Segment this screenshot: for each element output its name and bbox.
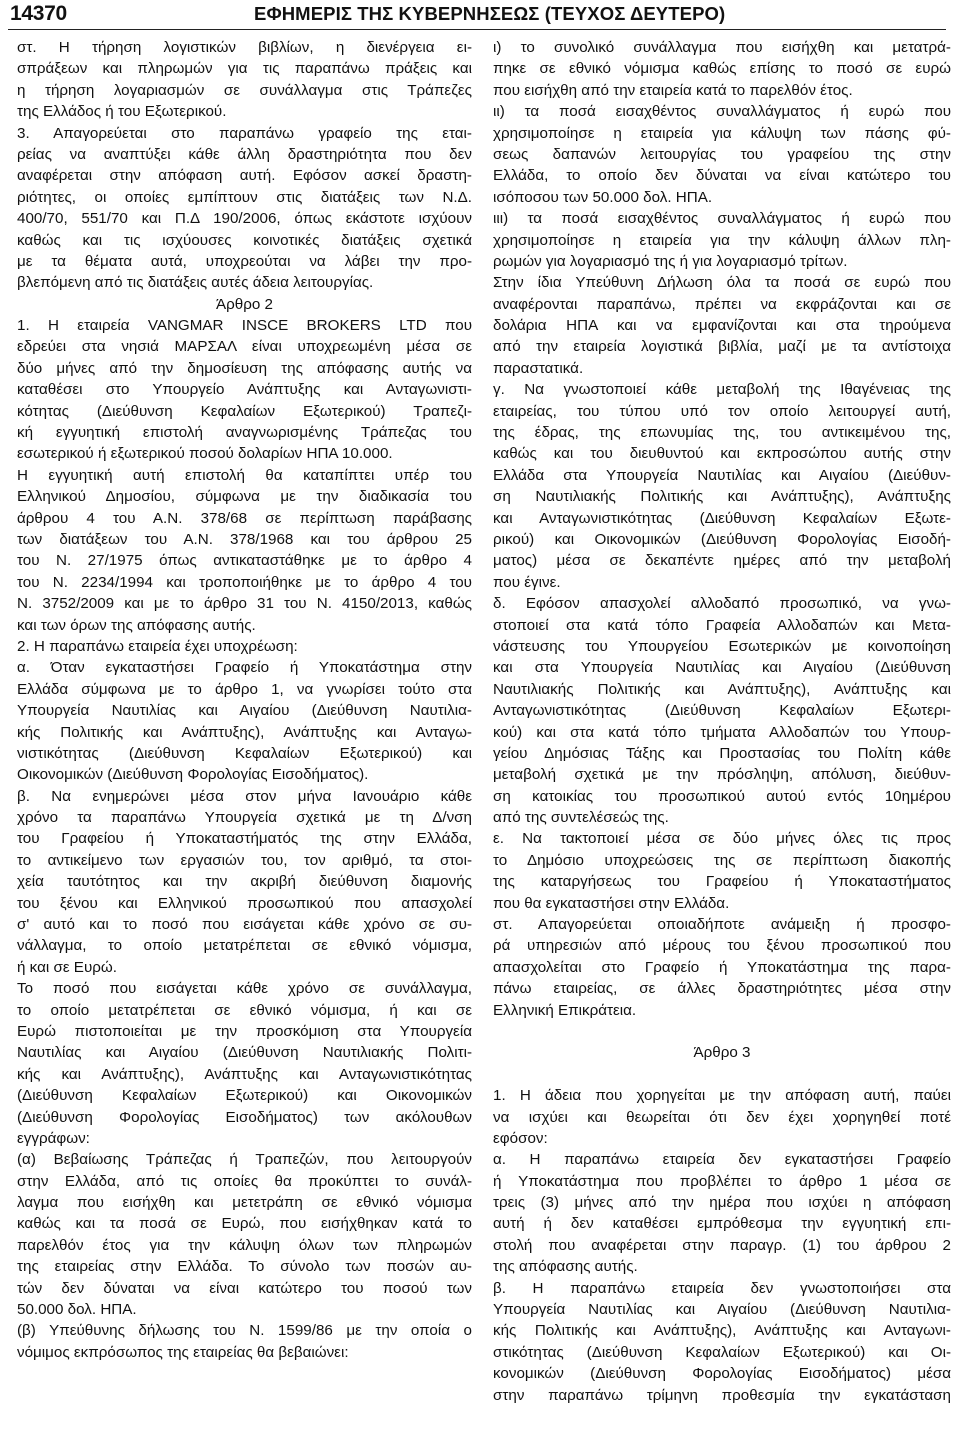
gazette-title: ΕΦΗΜΕΡΙΣ ΤΗΣ ΚΥΒΕΡΝΗΣΕΩΣ (ΤΕΥΧΟΣ ΔΕΥΤΕΡΟ) bbox=[254, 3, 726, 24]
header-rule bbox=[8, 29, 946, 30]
text-line: κής Πολιτικής και Ανάπτυξης), Ανάπτυξης και Ανταγω- bbox=[17, 723, 472, 741]
text-line: αναφέρεται στην απόφαση αυτή. Εφόσον ασκεί δραστη- bbox=[17, 167, 472, 185]
text-line: της έδρας, της επωνυμίας της, του αντικειμένου της, bbox=[493, 424, 951, 442]
text-line: (β) Υπεύθυνης δήλωσης του Ν. 1599/86 με την οποία ο bbox=[17, 1322, 472, 1340]
text-line: από της συντελέσεώς της. bbox=[493, 809, 669, 827]
text-line: δύο μήνες από την δημοσίευση της απόφασης αυτής να bbox=[17, 359, 472, 377]
text-line: μεταβολή σχετικά με την πρόσληψη, απόλυση, διεύθυν- bbox=[493, 766, 951, 784]
text-line: που έγινε. bbox=[493, 573, 561, 591]
text-line: εγγράφων: bbox=[17, 1129, 90, 1147]
text-line: στην Ελλάδα, από τις οποίες θα προκύπτει το συνάλ- bbox=[17, 1172, 472, 1190]
text-line: η τήρηση λογαριασμών σε συνάλλαγμα στις Τράπεζες bbox=[17, 81, 472, 99]
text-line: αναφέρονται παραπάνω, πρέπει να εκφράζονται και σε bbox=[493, 295, 951, 313]
text-line: δ. Εφόσον απασχολεί αλλοδαπό προσωπικό, να γνω- bbox=[493, 595, 951, 613]
text-line: στ. Η τήρηση λογιστικών βιβλίων, η διενέργεια ει- bbox=[17, 39, 472, 56]
text-line: που θα εγκαταστήσει στην Ελλάδα. bbox=[493, 894, 730, 912]
article-heading: Άρθρο 2 bbox=[216, 295, 273, 313]
text-line: του Γραφείου ή Υποκαταστήματός της στην Ελλάδα, bbox=[17, 830, 472, 848]
text-line: ρικού) και Οικονομικών (Διεύθυνση Φορολογίας Εισοδή- bbox=[493, 530, 951, 548]
text-line: και Ανταγωνιστικότητας (Διεύθυνση Κεφαλαίων Εξωτε- bbox=[493, 509, 951, 527]
text-line: κής Πολιτικής και Ανάπτυξης), Ανάπτυξης και Ανταγωνι- bbox=[493, 1322, 951, 1340]
text-line: από την εταιρεία λογιστικά βιβλία, μαζί με τα αντίστοιχα bbox=[493, 338, 951, 356]
text-line: Ναυτιλιακής Πολιτικής και Ανάπτυξης), Ανάπτυξης και bbox=[493, 680, 951, 698]
text-line: καθώς και τις ισχύουσες κοινοτικές διατάξεις σχετικά bbox=[17, 231, 472, 249]
text-line: νιστικότητας (Διεύθυνση Κεφαλαίων Εξωτερικού) και bbox=[17, 744, 472, 762]
text-line: και των όρων της απόφασης αυτής. bbox=[17, 616, 256, 634]
text-line: γ. Να γνωστοποιεί κάθε μεταβολή της Ιθαγένειας της bbox=[493, 381, 951, 399]
text-line: γείου Δημόσιας Τάξης και Προστασίας του Πολίτη κάθε bbox=[493, 744, 951, 762]
text-line: χρησιμοποίησε η εταιρεία για κάλυψη των πάσης φύ- bbox=[493, 124, 951, 142]
text-line: 1. Η εταιρεία VANGMAR INSCE BROKERS LTD που bbox=[17, 317, 472, 335]
text-line: 400/70, 551/70 και Π.Δ 190/2006, όπως εκάστοτε ισχύουν bbox=[17, 210, 472, 228]
text-line: (α) Βεβαίωσης Τράπεζας ή Τραπεζών, που λειτουργούν bbox=[17, 1151, 472, 1169]
text-line: 3. Απαγορεύεται στο παραπάνω γραφείο της εται- bbox=[17, 124, 472, 142]
text-line: του ξένου και Ελληνικού προσωπικού που απασχολεί bbox=[17, 894, 472, 912]
text-line: του Ν. 2234/1994 και τροποποιήθηκε με το άρθρο 4 του bbox=[17, 573, 472, 591]
text-line: τών δεν δύναται να είναι κατώτερο του ποσού των bbox=[17, 1279, 472, 1297]
text-line: Ελληνικού Δημοσίου, σύμφωνα με την διαδικασία του bbox=[17, 488, 472, 506]
text-line: της καταργήσεως του Γραφείου ή Υποκαταστήματος bbox=[493, 873, 951, 891]
text-line: ρά υπηρεσιών από μέρους του ξένου προσωπικού που bbox=[493, 937, 951, 955]
text-line: κού) και στα κατά τόπο τμήματα Αλλοδαπών του Υπουρ- bbox=[493, 723, 951, 741]
text-line: 2. Η παραπάνω εταιρεία έχει υποχρέωση: bbox=[17, 637, 298, 655]
text-line: που εισήχθη από την εταιρεία κατά το παρελθόν έτος. bbox=[493, 81, 853, 99]
text-line: του Ν. 27/1975 όπως αντικαταστάθηκε με το άρθρο 4 bbox=[17, 552, 472, 570]
right-column bbox=[493, 37, 951, 1406]
text-line: νόμιμος εκπρόσωπος της εταιρείας θα βεβαιώνει: bbox=[17, 1343, 349, 1361]
text-line: εφόσον: bbox=[493, 1129, 548, 1147]
text-line: νάστευσης του Υπουργείου Εσωτερικών με κοινοποίηση bbox=[493, 637, 951, 655]
text-line: Υπουργεία Ναυτιλίας και Αιγαίου (Διεύθυνση Ναυτιλια- bbox=[493, 1301, 951, 1319]
text-line: ή Υποκατάστημα που προβλέπει το άρθρο 1 μέσα σε bbox=[493, 1172, 951, 1190]
text-line: στοποιεί στα κατά τόπο Γραφεία Αλλοδαπών και Μετα- bbox=[493, 616, 951, 634]
text-line: εταιρείας, του τύπου υπό τον οποίο λειτουργεί αυτή, bbox=[493, 402, 951, 420]
text-line: (Διεύθυνση Κεφαλαίων Εξωτερικού) και Οικονομικών bbox=[17, 1087, 472, 1105]
text-line: το οποίο μετατρέπεται σε εθνικό νόμισμα, ή και σε bbox=[17, 1001, 472, 1019]
text-line: ι) το συνολικό συνάλλαγμα που εισήχθη και μετατρά- bbox=[493, 39, 951, 56]
text-line: σ' αυτό και το ποσό που εισάγεται κάθε χρόνο σε συ- bbox=[17, 916, 472, 934]
text-line: στικότητας (Διεύθυνση Κεφαλαίων Εξωτερικού) και Οι- bbox=[493, 1343, 951, 1361]
text-line: Ελλάδα σύμφωνα με το άρθρο 1, να γνωρίσει τούτο στα bbox=[17, 680, 472, 698]
text-line: 1. Η άδεια που χορηγείται με την απόφαση αυτή, παύει bbox=[493, 1087, 951, 1105]
text-line: Ν. 3752/2009 και με το άρθρο 31 του Ν. 4150/2013, καθώς bbox=[17, 595, 472, 613]
text-line: το Δημόσιο υποχρεώσεις της σε περίπτωση διακοπής bbox=[493, 851, 951, 869]
text-line: βλεπόμενη από τις διατάξεις αυτές άδεια λειτουργίας. bbox=[17, 274, 374, 292]
text-line: κότητας (Διεύθυνση Κεφαλαίων Εξωτερικού) Τραπεζι- bbox=[17, 402, 472, 420]
text-line: Το ποσό που εισάγεται κάθε χρόνο σε συνάλλαγμα, bbox=[17, 980, 472, 998]
text-line: νάλλαγμα, το οποίο μετατρέπεται σε εθνικό νόμισμα, bbox=[17, 937, 472, 955]
text-line: εδρεύει στα νησιά ΜΑΡΣΑΛ είναι υποχρεωμένη μέσα σε bbox=[17, 338, 472, 356]
text-line: απασχολείται στο Γραφείο ή Υποκατάστημα της παρα- bbox=[493, 958, 951, 976]
text-line: Ελλάδα, το οποίο δεν δύναται να είναι κατώτερο του bbox=[493, 167, 951, 185]
text-line: Ανταγωνιστικότητας (Διεύθυνση Κεφαλαίων Εξωτερι- bbox=[493, 702, 951, 720]
text-line: κή εγγυητική επιστολή αναγνωρισμένης Τράπεζας του bbox=[17, 424, 472, 442]
text-line: ση Ναυτιλιακής Πολιτικής και Ανάπτυξης), Ανάπτυξης bbox=[493, 488, 951, 506]
text-line bbox=[493, 1064, 951, 1085]
text-line: παρελθόν έτος για την κάλυψη όλων των πληρωμών bbox=[17, 1236, 472, 1254]
text-line: ριότητες, οι οποίες εμπίπτουν στις διατάξεις των Ν.Δ. bbox=[17, 188, 472, 206]
text-line: Ευρώ πιστοποιείται με την προσκόμιση στα Υπουργεία bbox=[17, 1022, 472, 1040]
text-line: εσωτερικού ή εξωτερικού ποσού δολαρίων ΗΠΑ 10.000. bbox=[17, 445, 393, 463]
text-line: 50.000 δολ. ΗΠΑ. bbox=[17, 1301, 137, 1319]
text-line: να ισχύει και θεωρείται ότι δεν έχει χορηγηθεί ποτέ bbox=[493, 1108, 951, 1126]
text-line: ιιι) τα ποσά εισαχθέντος συναλλάγματος ή ευρώ που bbox=[493, 210, 951, 228]
page-number: 14370 bbox=[10, 2, 67, 25]
article-heading: Άρθρο 3 bbox=[693, 1044, 751, 1062]
text-line: ε. Να τακτοποιεί μέσα σε δύο μήνες όλες τις προς bbox=[493, 830, 951, 848]
text-line: Υπουργεία Ναυτιλίας και Αιγαίου (Διεύθυνση Ναυτιλια- bbox=[17, 702, 472, 720]
text-line: ση κατοικίας του προσωπικού αυτού εντός 10ημέρου bbox=[493, 787, 951, 805]
text-line: λαγμα που εισήχθη και μετετράπη σε εθνικό νόμισμα bbox=[17, 1194, 472, 1212]
text-line: ιι) τα ποσά εισαχθέντος συναλλάγματος ή ευρώ που bbox=[493, 103, 951, 121]
text-line: Οικονομικών (Διεύθυνση Φορολογίας Εισοδήματος). bbox=[17, 766, 369, 784]
text-line: στην παραπάνω τρίμηνη προθεσμία την εγκατάσταση bbox=[493, 1386, 951, 1404]
text-line: πηκε σε εθνικό νόμισμα καθώς επίσης το ποσό σε ευρώ bbox=[493, 60, 951, 78]
text-line: καθώς και τα ποσά σε Ευρώ, που εισήχθηκαν κατά το bbox=[17, 1215, 472, 1233]
text-line: άρθρου 4 του Α.Ν. 378/68 σε περίπτωση παράβασης bbox=[17, 509, 472, 527]
text-line bbox=[493, 1021, 951, 1042]
text-line: Ναυτιλίας και Αιγαίου (Διεύθυνση Ναυτιλιακής Πολιτι- bbox=[17, 1044, 472, 1062]
text-line: ρείας να αναπτύξει κάθε άλλη δραστηριότητα που δεν bbox=[17, 145, 472, 163]
text-line: παραστατικά. bbox=[493, 359, 584, 377]
text-line: ματος) μέσα σε δεκαπέντε ημέρες από την μεταβολή bbox=[493, 552, 951, 570]
text-line: καθώς και του διευθυντού και εκπροσώπου αυτής στην bbox=[493, 445, 951, 463]
text-line: Ελληνική Επικράτεια. bbox=[493, 1001, 637, 1019]
text-line: δολάρια ΗΠΑ και να εμφανίζονται και στα τηρούμενα bbox=[493, 317, 951, 335]
text-line: των διατάξεων του Α.Ν. 378/1968 και του άρθρου 25 bbox=[17, 530, 472, 548]
text-line: α. Η παραπάνω εταιρεία δεν εγκαταστήσει Γραφείο bbox=[493, 1151, 951, 1169]
text-line: ισόποσου των 50.000 δολ. ΗΠΑ. bbox=[493, 188, 713, 206]
text-line: με τα θέματα αυτά, υποχρεούται να λάβει την προ- bbox=[17, 252, 472, 270]
text-line: ρωμών για λογαριασμό της ή για λογαριασμό τρίτων. bbox=[493, 252, 848, 270]
text-line: (Διεύθυνση Φορολογίας Εισοδήματος) των ακόλουθων bbox=[17, 1108, 472, 1126]
text-line: κονομικών (Διεύθυνση Φορολογίας Εισοδήματος) μέσα bbox=[493, 1365, 951, 1383]
text-line: της Ελλάδος ή του Εξωτερικού. bbox=[17, 103, 227, 121]
text-line: της εταιρείας στην Ελλάδα. Το σύνολο των ποσών αυ- bbox=[17, 1258, 472, 1276]
text-line: τρεις (3) μήνες από την ημέρα που ισχύει η απόφαση bbox=[493, 1194, 951, 1212]
page-header bbox=[0, 0, 960, 28]
text-line: ή και σε Ευρώ. bbox=[17, 958, 117, 976]
text-line: χρόνο τα παραπάνω Υπουργεία σχετικά με τη Δ/νση bbox=[17, 809, 472, 827]
text-line: Ελλάδα στα Υπουργεία Ναυτιλίας και Αιγαίου (Διεύθυν- bbox=[493, 466, 951, 484]
text-line: χρησιμοποίησε η εταιρεία για την κάλυψη άλλων πλη- bbox=[493, 231, 951, 249]
text-line: α. Όταν εγκαταστήσει Γραφείο ή Υποκατάστημα στην bbox=[17, 659, 472, 677]
text-line: αυτή ή δεν καταθέσει εμπρόθεσμα την εγγυητική επι- bbox=[493, 1215, 951, 1233]
left-column bbox=[17, 37, 472, 1363]
text-line: χεία ταυτότητος και την ακριβή διεύθυνση διαμονής bbox=[17, 873, 472, 891]
text-line: β. Η παραπάνω εταιρεία δεν γνωστοποιήσει στα bbox=[493, 1279, 951, 1297]
text-line: πάνω εταιρείας, σε άλλες δραστηριότητες μέσα στην bbox=[493, 980, 951, 998]
text-line: της απόφασης αυτής. bbox=[493, 1258, 638, 1276]
text-line: το αντικείμενο των εργασιών του, τον αριθμό, τα στοι- bbox=[17, 851, 472, 869]
text-line: Η εγγυητική αυτή επιστολή θα καταπίπτει υπέρ του bbox=[17, 466, 472, 484]
text-line: στ. Απαγορεύεται οποιαδήποτε ανάμειξη ή προσφο- bbox=[493, 916, 951, 934]
text-line: Στην ίδια Υπεύθυνη Δήλωση όλα τα ποσά σε ευρώ που bbox=[493, 274, 951, 292]
text-line: καταθέσει στο Υπουργείο Ανάπτυξης και Ανταγωνιστι- bbox=[17, 381, 472, 399]
text-line: και στα Υπουργεία Ναυτιλίας και Αιγαίου (Διεύθυνση bbox=[493, 659, 951, 677]
text-line: σπράξεων και πληρωμών για τις παραπάνω πράξεις και bbox=[17, 60, 472, 78]
text-line: σεως δαπανών λειτουργίας του γραφείου της στην bbox=[493, 145, 951, 163]
text-line: στολή που αναφέρεται στην παραγρ. (1) του άρθρου 2 bbox=[493, 1236, 951, 1254]
text-line: κής και Ανάπτυξης), Ανάπτυξης και Ανταγωνιστικότητας bbox=[17, 1065, 472, 1083]
text-line: β. Να ενημερώνει μέσα στον μήνα Ιανουάριο κάθε bbox=[17, 787, 472, 805]
